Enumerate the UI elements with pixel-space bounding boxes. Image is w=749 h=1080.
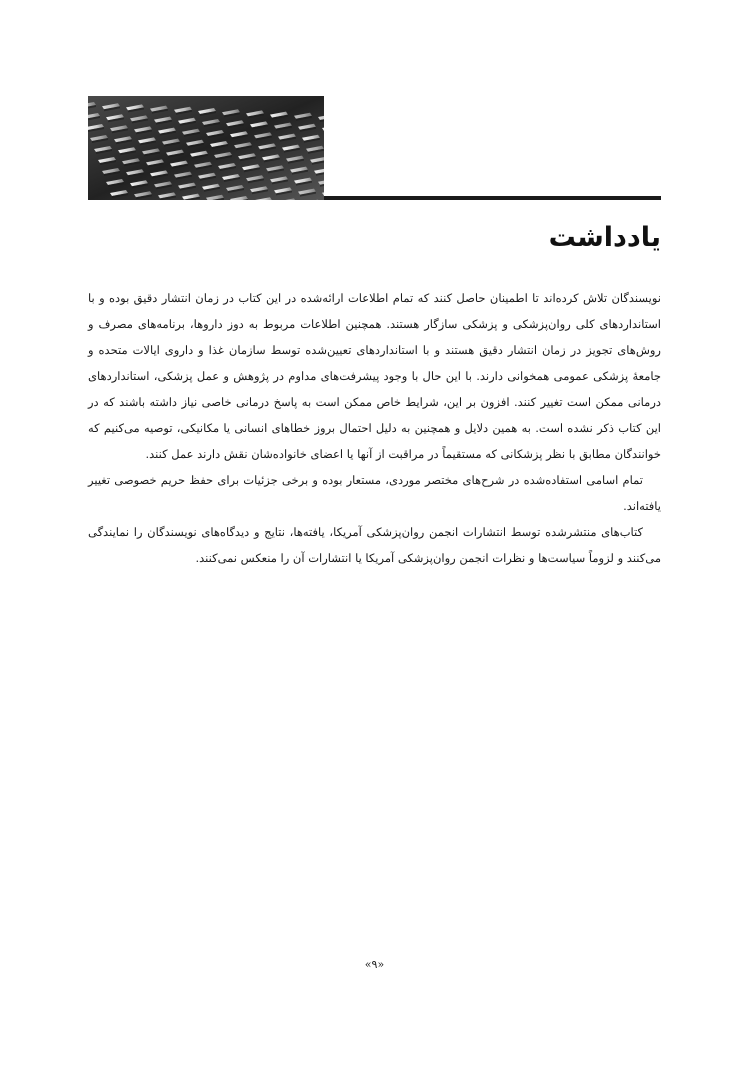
- page-title: یادداشت: [548, 222, 661, 253]
- header-grid-image: [88, 96, 324, 200]
- note-paragraph-1: نویسندگان تلاش کرده‌اند تا اطمینان حاصل کنند که تمام اطلاعات ارائه‌شده در این کتاب در زمان انتشار دقیق بوده و با استانداردهای کلی روان‌پزشکی و پزشکی سازگار هستند. همچنین اطلاعات مربوط به دوز داروها، برنامه‌های مصرف و روش‌های تجویز در زمان انتشار دقیق هستند و با استانداردهای تعیین‌شده توسط سازمان غذا و داروی ایالات متحده و جامعهٔ پزشکی عمومی همخوانی دارند. با این حال با وجود پیشرفت‌های مداوم در پژوهش و عمل پزشکی، استانداردهای درمانی ممکن است تغییر کنند. افزون بر این، شرایط خاص ممکن است به پاسخ درمانی خاصی نیاز داشته باشند که در این کتاب ذکر نشده است. به همین دلایل و همچنین به دلیل احتمال بروز خطاهای انسانی یا مکانیکی، توصیه می‌کنیم که خوانندگان مطابق با نظر پزشکانی که مستقیماً در مراقبت از آنها یا اعضای خانواده‌شان نقش دارند عمل کنند.: [88, 291, 661, 461]
- note-paragraph-2: تمام اسامی استفاده‌شده در شرح‌های مختصر موردی، مستعار بوده و برخی جزئیات برای حفظ حریم خصوصی تغییر یافته‌اند.: [88, 473, 661, 513]
- metal-grid-pattern-icon: [88, 96, 324, 200]
- note-body: [88, 285, 661, 571]
- page-number: «۹»: [364, 958, 385, 971]
- header-rule: [324, 196, 661, 200]
- note-paragraph-3: کتاب‌های منتشرشده توسط انتشارات انجمن روان‌پزشکی آمریکا، یافته‌ها، نتایج و دیدگاه‌های نویسندگان را نمایندگی می‌کنند و لزوماً سیاست‌ها و نظرات انجمن روان‌پزشکی آمریکا یا انتشارات آن را منعکس نمی‌کنند.: [88, 525, 661, 565]
